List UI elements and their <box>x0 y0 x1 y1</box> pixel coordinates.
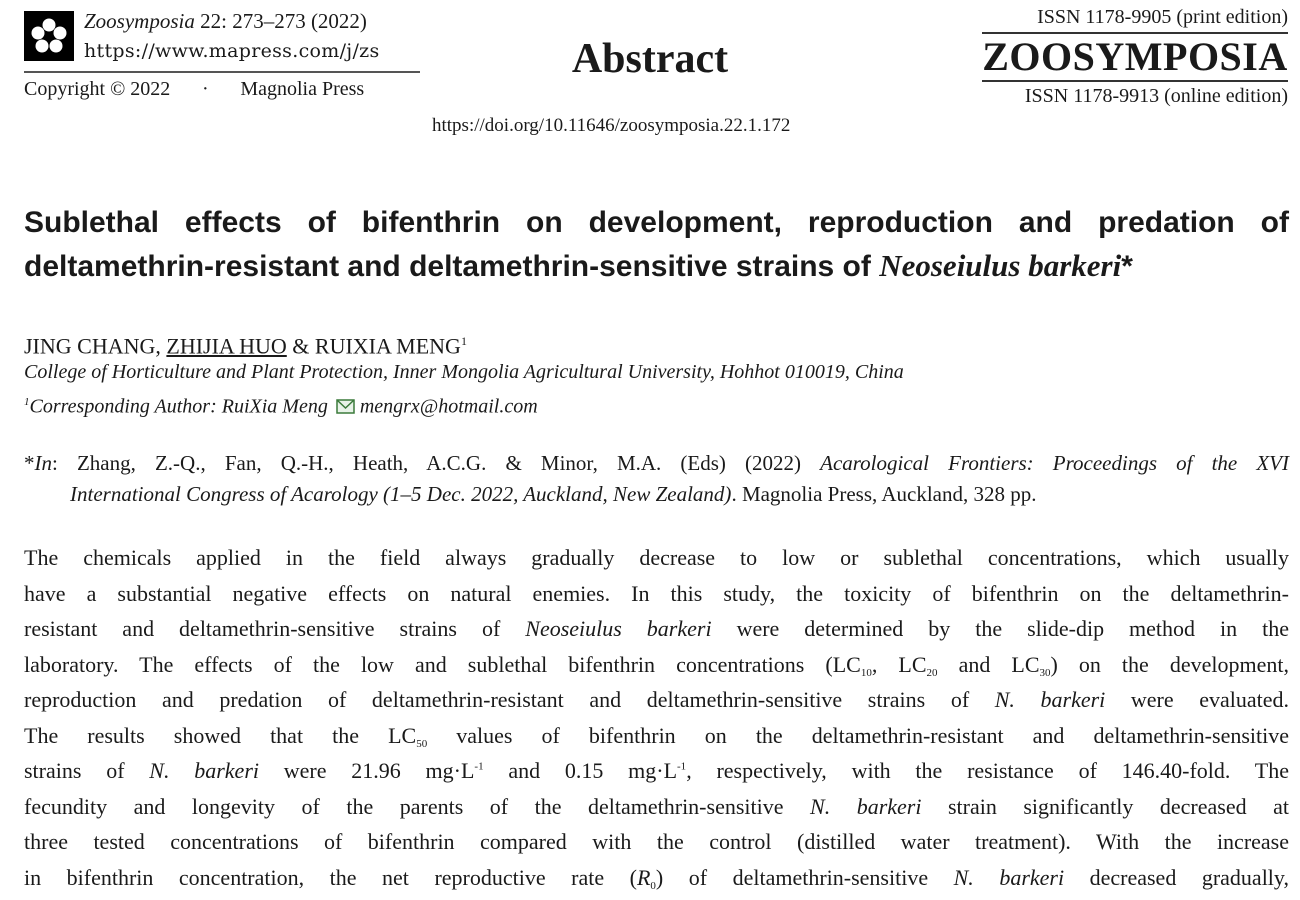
species-name: N. barkeri <box>994 687 1106 712</box>
body-text: The results showed that the LC <box>24 722 417 748</box>
body-text: , respectively, with the resistance of 146.40-fold. The <box>686 758 1289 783</box>
journal-wordmark: ZOOSYMPOSIA <box>982 34 1288 79</box>
body-text: strains of <box>24 758 150 783</box>
issn-print: ISSN 1178-9905 (print edition) <box>1037 6 1288 28</box>
ref-publisher: . Magnolia Press, Auckland, 328 pp. <box>731 482 1037 506</box>
copyright-line <box>24 76 364 102</box>
corr-mark: 1 <box>24 396 30 408</box>
doi-link[interactable]: https://doi.org/10.11646/zoosymposia.22.1.172 <box>432 115 791 136</box>
body-line <box>24 647 1289 683</box>
proceedings-reference <box>24 448 1289 510</box>
author-3: & RUIXIA MENG <box>286 333 461 359</box>
body-line <box>24 753 1289 789</box>
subscript: 20 <box>926 666 938 679</box>
superscript: -1 <box>677 760 687 773</box>
corresponding-author <box>24 388 538 424</box>
issn-rule-bottom <box>982 80 1288 82</box>
issn-online: ISSN 1178-9913 (online edition) <box>1024 85 1288 107</box>
reference-line-1 <box>24 448 1289 479</box>
journal-url-link[interactable]: https://www.mapress.com/j/zs <box>84 40 380 62</box>
body-text: resistant and deltamethrin-sensitive strains of <box>24 616 526 641</box>
body-text: fecundity and longevity of the parents of the deltamethrin-sensitive <box>24 793 811 819</box>
body-text: laboratory. The effects of the low and sublethal bifenthrin concentrations (LC <box>24 651 861 677</box>
body-text: , LC <box>871 651 927 677</box>
body-line <box>24 718 1289 754</box>
article-title <box>24 201 1289 288</box>
title-species: Neoseiulus barkeri <box>879 248 1122 283</box>
species-name: N. barkeri <box>149 758 259 783</box>
ref-in: In <box>34 451 52 475</box>
rate-symbol: R <box>636 864 651 890</box>
title-line-2-text: deltamethrin-resistant and deltamethrin-sensitive strains of <box>24 250 880 283</box>
reference-line-2 <box>24 479 1289 510</box>
author-3-affil-mark: 1 <box>460 334 467 348</box>
author-list <box>24 326 467 361</box>
journal-logo <box>24 11 74 61</box>
body-line: have a substantial negative effects on natural enemies. In this study, the toxicity of bifenthrin on the deltamethrin- <box>24 580 1289 606</box>
body-line <box>24 860 1289 896</box>
ref-book-title-2: International Congress of Acarology (1–5 Dec. 2022, Auckland, New Zealand) <box>70 482 732 506</box>
ref-star: * <box>24 451 35 475</box>
publisher-name: Magnolia Press <box>240 78 365 100</box>
ref-book-title-1: Acarological Frontiers: Proceedings of the XVI <box>820 451 1289 475</box>
body-text: strain significantly decreased at <box>921 793 1289 819</box>
subscript: 30 <box>1039 666 1051 679</box>
author-1: JING CHANG, <box>24 333 167 359</box>
body-text: reproduction and predation of deltamethrin-resistant and deltamethrin-sensitive strains of <box>24 687 995 712</box>
email-link[interactable]: mengrx@hotmail.com <box>359 395 538 418</box>
journal-citation-block <box>84 6 380 66</box>
body-text: ) on the development, <box>1050 651 1289 677</box>
body-text: were determined by the slide-dip method in the <box>711 616 1289 641</box>
journal-name: Zoosymposia <box>84 9 195 33</box>
body-text: in bifenthrin concentration, the net reproductive rate ( <box>24 864 637 890</box>
bullet-separator: · <box>201 78 209 100</box>
subscript: 10 <box>860 666 872 679</box>
species-name: Neoseiulus barkeri <box>525 616 712 641</box>
abstract-body <box>24 540 1289 895</box>
ref-editors: : Zhang, Z.-Q., Fan, Q.-H., Heath, A.C.G. & Minor, M.A. (Eds) (2022) <box>52 451 821 475</box>
title-footnote-star: * <box>1121 250 1133 283</box>
header-divider <box>24 71 420 73</box>
body-line <box>24 789 1289 825</box>
subscript: 50 <box>416 737 428 750</box>
volume-pages: 22: 273–273 (2022) <box>194 9 367 33</box>
superscript: -1 <box>474 760 484 773</box>
body-line <box>24 682 1289 718</box>
affiliation: College of Horticulture and Plant Protection, Inner Mongolia Agricultural University, Hohhot 010019, China <box>24 361 904 383</box>
title-line-2 <box>24 244 1289 288</box>
body-text: were evaluated. <box>1105 687 1289 712</box>
body-text: decreased gradually, <box>1064 864 1289 890</box>
subscript: 0 <box>650 879 656 892</box>
body-text: were 21.96 mg·L <box>259 758 475 783</box>
body-line: The chemicals applied in the field always gradually decrease to low or sublethal concentrations, which usually <box>24 545 1289 570</box>
body-text: and LC <box>937 651 1040 677</box>
species-name: N. barkeri <box>810 793 922 819</box>
abstract-heading: Abstract <box>571 36 729 82</box>
author-2-link[interactable]: ZHIJIA HUO <box>166 333 287 359</box>
body-line <box>24 611 1289 647</box>
body-line: three tested concentrations of bifenthrin compared with the control (distilled water treatment). With the increase <box>24 829 1289 854</box>
body-text: and 0.15 mg·L <box>483 758 678 783</box>
flower-logo-icon <box>29 16 69 56</box>
species-name: N. barkeri <box>953 864 1065 890</box>
copyright-text: Copyright © 2022 <box>24 78 171 100</box>
title-line-1: Sublethal effects of bifenthrin on development, reproduction and predation of <box>24 206 1289 239</box>
mail-icon <box>336 396 356 424</box>
corr-label: Corresponding Author: RuiXia Meng <box>29 395 328 418</box>
body-text: values of bifenthrin on the deltamethrin-resistant and deltamethrin-sensitive <box>427 722 1289 748</box>
body-text: ) of deltamethrin-sensitive <box>655 864 954 890</box>
issn-block <box>982 4 1288 108</box>
